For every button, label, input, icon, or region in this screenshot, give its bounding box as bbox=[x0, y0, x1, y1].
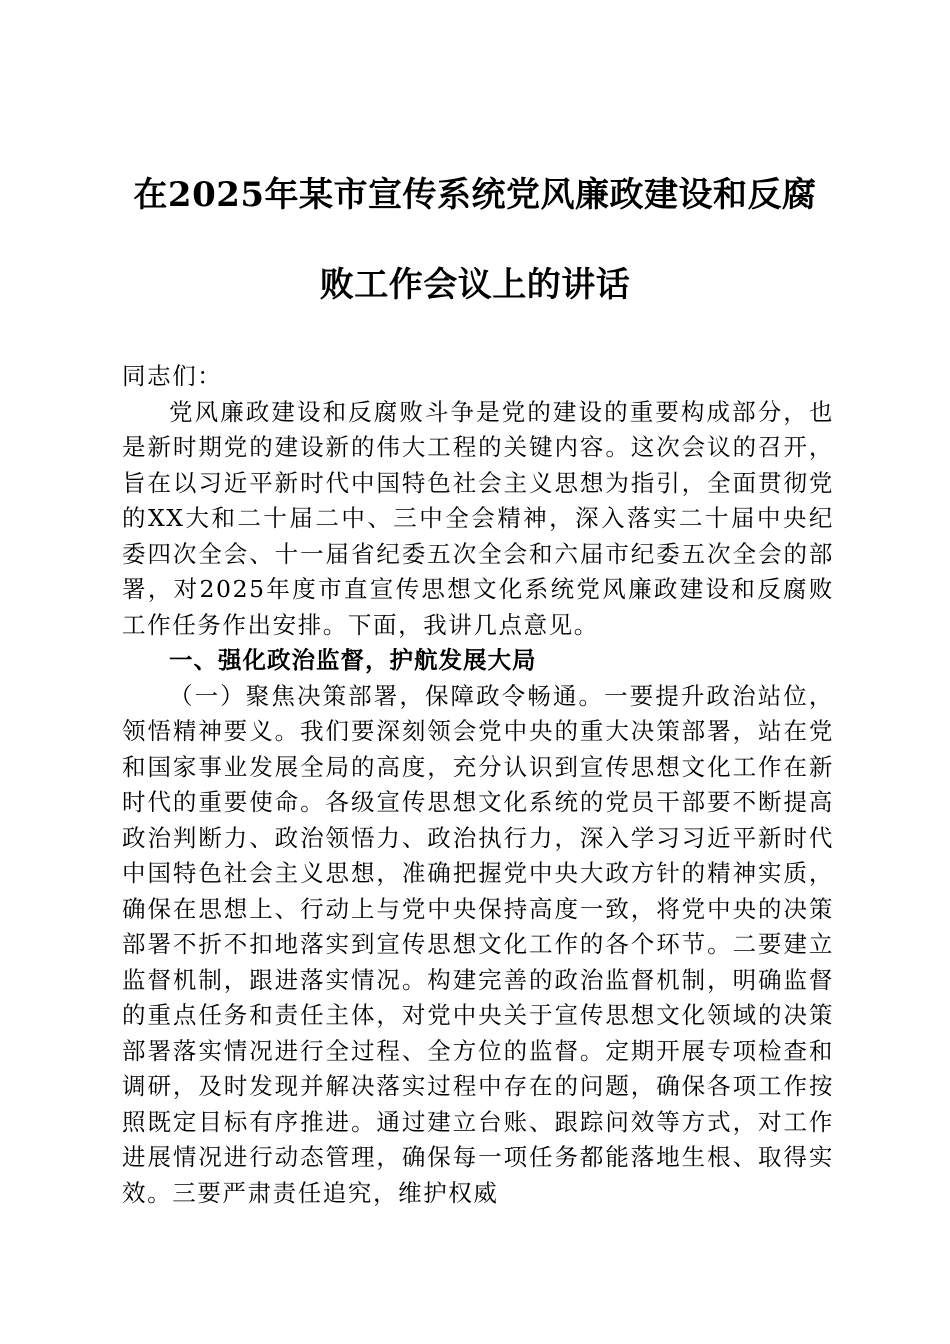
document-title-line-1: 在2025年某市宣传系统党风廉政建设和反腐 bbox=[133, 175, 817, 215]
intro-paragraph: 党风廉政建设和反腐败斗争是党的建设的重要构成部分，也是新时期党的建设新的伟大工程的关键内容。这次会议的召开，旨在以习近平新时代中国特色社会主义思想为指引，全面贯彻党的XX大和二十届二中、三中全会精神，深入落实二十届中央纪委四次全会、十一届省纪委五次全会和六届市纪委五次全会的部署，对2025年度市直宣传思想文化系统党风廉政建设和反腐败工作任务作出安排。下面，我讲几点意见。 bbox=[122, 397, 834, 639]
subsection-1-heading: （一）聚焦决策部署，保障政令畅通。 bbox=[169, 681, 605, 710]
document-body bbox=[122, 359, 834, 1211]
salutation: 同志们： bbox=[122, 362, 223, 390]
document-title-line-2: 败工作会议上的讲话 bbox=[319, 265, 631, 305]
subsection-1-text: 一要提升政治站位，领悟精神要义。我们要深刻领会党中央的重大决策部署，站在党和国家事业发展全局的高度，充分认识到宣传思想文化工作在新时代的重要使命。各级宣传思想文化系统的党员干部要不断提高政治判断力、政治领悟力、政治执行力，深入学习习近平新时代中国特色社会主义思想，准确把握党中央大政方针的精神实质，确保在思想上、行动上与党中央保持高度一致，将党中央的决策部署不折不扣地落实到宣传思想文化工作的各个环节。二要建立监督机制，跟进落实情况。构建完善的政治监督机制，明确监督的重点任务和责任主体，对党中央关于宣传思想文化领域的决策部署落实情况进行全过程、全方位的监督。定期开展专项检查和调研，及时发现并解决落实过程中存在的问题，确保各项工作按照既定目标有序推进。通过建立台账、跟踪问效等方式，对工作进展情况进行动态管理，确保每一项任务都能落地生根、取得实效。三要严肃责任追究，维护权威 bbox=[122, 681, 834, 1207]
section-1-heading: 一、强化政治监督，护航发展大局 bbox=[169, 646, 537, 674]
subsection-1-paragraph bbox=[122, 679, 834, 1212]
